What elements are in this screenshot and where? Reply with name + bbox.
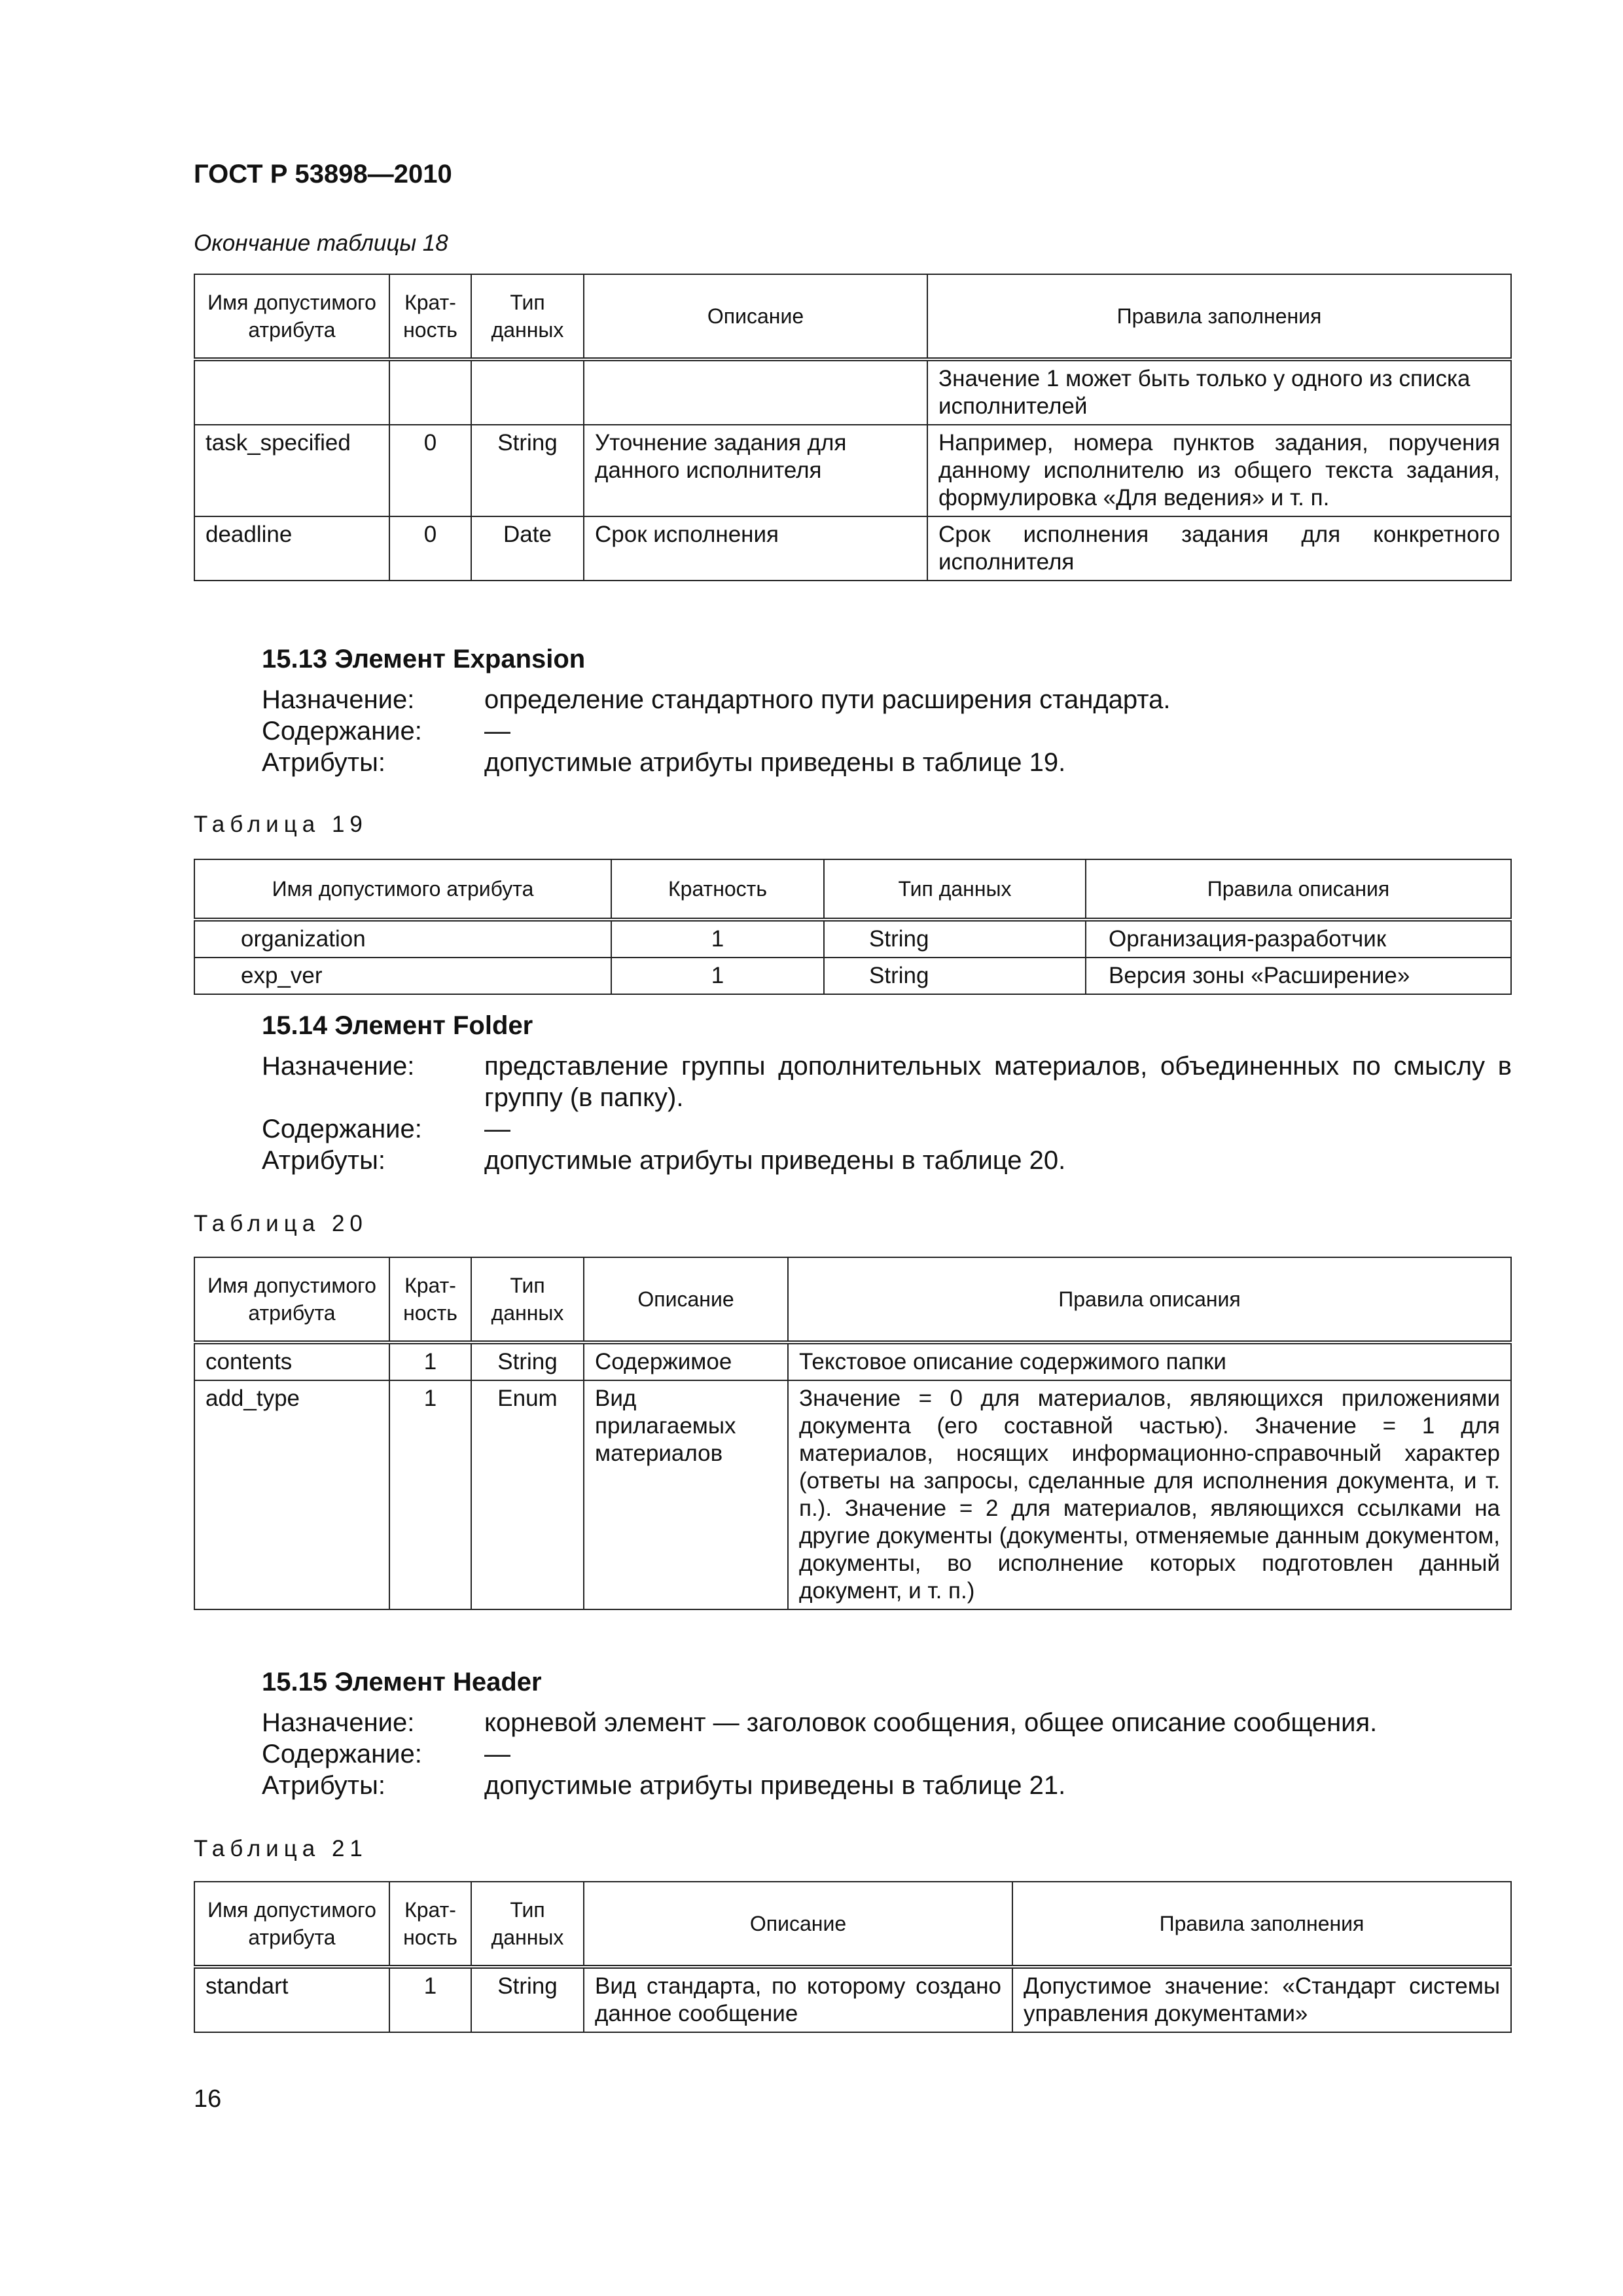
- column-header: Тип данных: [471, 274, 584, 359]
- table-18: [194, 274, 1512, 581]
- cell-multiplicity: 1: [389, 1342, 471, 1380]
- column-header: Описание: [584, 1882, 1012, 1967]
- purpose-text: определение стандартного пути расширения стандарта.: [484, 685, 1171, 714]
- cell-multiplicity: 0: [389, 516, 471, 581]
- cell-type: [471, 359, 584, 425]
- column-header: Правила заполнения: [1012, 1882, 1511, 1967]
- cell-name: standart: [194, 1967, 389, 2032]
- cell-name: task_specified: [194, 425, 389, 516]
- purpose-text: представление группы дополнительных материалов, объединенных по смыслу в группу (в папку).: [484, 1052, 1512, 1112]
- cell-rule: Значение = 0 для материалов, являющихся приложениями документа (его составной частью). Значение = 1 для материалов, носящих информационно-справочный характер (ответы на запросы, сделанные для исполнения документа, и т. п.). Значение = 2 для материалов, являющихся ссылками на другие документы (документы, отменяемые данным документом, документы, во исполнение которых подготовлен данный документ, и т. п.): [788, 1380, 1511, 1609]
- attributes-row: [0, 1145, 1623, 1176]
- column-header: Описание: [584, 274, 927, 359]
- cell-description: Содержимое: [584, 1342, 788, 1380]
- document-header: ГОСТ Р 53898—2010: [194, 160, 452, 188]
- table-19: [194, 859, 1512, 995]
- cell-name: [194, 359, 389, 425]
- page-number: 16: [194, 2085, 222, 2113]
- purpose-label: Назначение:: [262, 685, 415, 714]
- cell-multiplicity: [389, 359, 471, 425]
- attributes-label: Атрибуты:: [262, 1771, 385, 1800]
- cell-rule: Например, номера пунктов задания, поручения данному исполнителю из общего текста задания, формулировка «Для ведения» и т. п.: [927, 425, 1511, 516]
- attributes-row: [0, 747, 1623, 778]
- cell-rule: Допустимое значение: «Стандарт системы управления документами»: [1012, 1967, 1511, 2032]
- column-header: Имя допустимого атрибута: [194, 274, 389, 359]
- attributes-text: допустимые атрибуты приведены в таблице 19.: [484, 748, 1066, 777]
- column-header: Тип данных: [471, 1882, 584, 1967]
- column-header: Имя допустимого атрибута: [194, 859, 611, 920]
- purpose-row: [0, 1050, 1623, 1113]
- cell-multiplicity: 1: [389, 1967, 471, 2032]
- section-title: 15.15 Элемент Header: [262, 1668, 542, 1696]
- cell-description: Вид прилагаемых материалов: [584, 1380, 788, 1609]
- column-header: Правила заполнения: [927, 274, 1511, 359]
- cell-description: Срок исполнения: [584, 516, 927, 581]
- column-header: Кратность: [611, 859, 824, 920]
- table-21: [194, 1881, 1512, 2033]
- table-row: [194, 359, 1511, 425]
- table21-caption: Таблица 21: [194, 1836, 368, 1861]
- cell-rule: Версия зоны «Расширение»: [1086, 958, 1511, 994]
- table-row: [194, 920, 1511, 958]
- attributes-text: допустимые атрибуты приведены в таблице 20.: [484, 1146, 1066, 1175]
- content-text: —: [484, 717, 510, 745]
- purpose-text: корневой элемент — заголовок сообщения, общее описание сообщения.: [484, 1708, 1378, 1737]
- content-label: Содержание:: [262, 1115, 422, 1143]
- cell-rule: Срок исполнения задания для конкретного исполнителя: [927, 516, 1511, 581]
- purpose-label: Назначение:: [262, 1708, 415, 1737]
- purpose-row: [0, 684, 1623, 715]
- cell-rule: Текстовое описание содержимого папки: [788, 1342, 1511, 1380]
- cell-multiplicity: 1: [611, 958, 824, 994]
- section-title: 15.13 Элемент Expansion: [262, 645, 586, 673]
- content-row: [0, 715, 1623, 747]
- content-label: Содержание:: [262, 1740, 422, 1768]
- table-20: [194, 1257, 1512, 1610]
- cell-name: exp_ver: [194, 958, 611, 994]
- cell-name: add_type: [194, 1380, 389, 1609]
- purpose-row: [0, 1707, 1623, 1738]
- cell-description: Уточнение задания для данного исполнителя: [584, 425, 927, 516]
- table-row: [194, 1380, 1511, 1609]
- column-header: Крат-ность: [389, 274, 471, 359]
- content-text: —: [484, 1115, 510, 1143]
- column-header: Правила описания: [788, 1257, 1511, 1342]
- purpose-label: Назначение:: [262, 1052, 415, 1081]
- cell-name: contents: [194, 1342, 389, 1380]
- table18-caption: Окончание таблицы 18: [194, 230, 448, 256]
- column-header: Имя допустимого атрибута: [194, 1257, 389, 1342]
- cell-type: String: [471, 425, 584, 516]
- cell-multiplicity: 0: [389, 425, 471, 516]
- cell-type: String: [824, 958, 1086, 994]
- cell-name: organization: [194, 920, 611, 958]
- cell-type: String: [471, 1967, 584, 2032]
- column-header: Крат-ность: [389, 1257, 471, 1342]
- cell-type: Date: [471, 516, 584, 581]
- attributes-label: Атрибуты:: [262, 1146, 385, 1175]
- content-row: [0, 1738, 1623, 1770]
- table-row: [194, 1342, 1511, 1380]
- table20-caption: Таблица 20: [194, 1211, 368, 1236]
- cell-rule: Организация-разработчик: [1086, 920, 1511, 958]
- content-row: [0, 1113, 1623, 1145]
- table-row: [194, 516, 1511, 581]
- content-label: Содержание:: [262, 717, 422, 745]
- column-header: Описание: [584, 1257, 788, 1342]
- cell-name: deadline: [194, 516, 389, 581]
- column-header: Крат-ность: [389, 1882, 471, 1967]
- cell-description: [584, 359, 927, 425]
- column-header: Тип данных: [824, 859, 1086, 920]
- column-header: Тип данных: [471, 1257, 584, 1342]
- table-row: [194, 425, 1511, 516]
- attributes-label: Атрибуты:: [262, 748, 385, 777]
- cell-multiplicity: 1: [611, 920, 824, 958]
- table-row: [194, 1967, 1511, 2032]
- column-header: Правила описания: [1086, 859, 1511, 920]
- cell-rule: Значение 1 может быть только у одного из списка исполнителей: [927, 359, 1511, 425]
- attributes-text: допустимые атрибуты приведены в таблице 21.: [484, 1771, 1066, 1800]
- column-header: Имя допустимого атрибута: [194, 1882, 389, 1967]
- attributes-row: [0, 1770, 1623, 1801]
- cell-type: Enum: [471, 1380, 584, 1609]
- table19-caption: Таблица 19: [194, 812, 368, 837]
- cell-multiplicity: 1: [389, 1380, 471, 1609]
- cell-description: Вид стандарта, по которому создано данное сообщение: [584, 1967, 1012, 2032]
- cell-type: String: [471, 1342, 584, 1380]
- section-title: 15.14 Элемент Folder: [262, 1011, 533, 1040]
- content-text: —: [484, 1740, 510, 1768]
- cell-type: String: [824, 920, 1086, 958]
- table-row: [194, 958, 1511, 994]
